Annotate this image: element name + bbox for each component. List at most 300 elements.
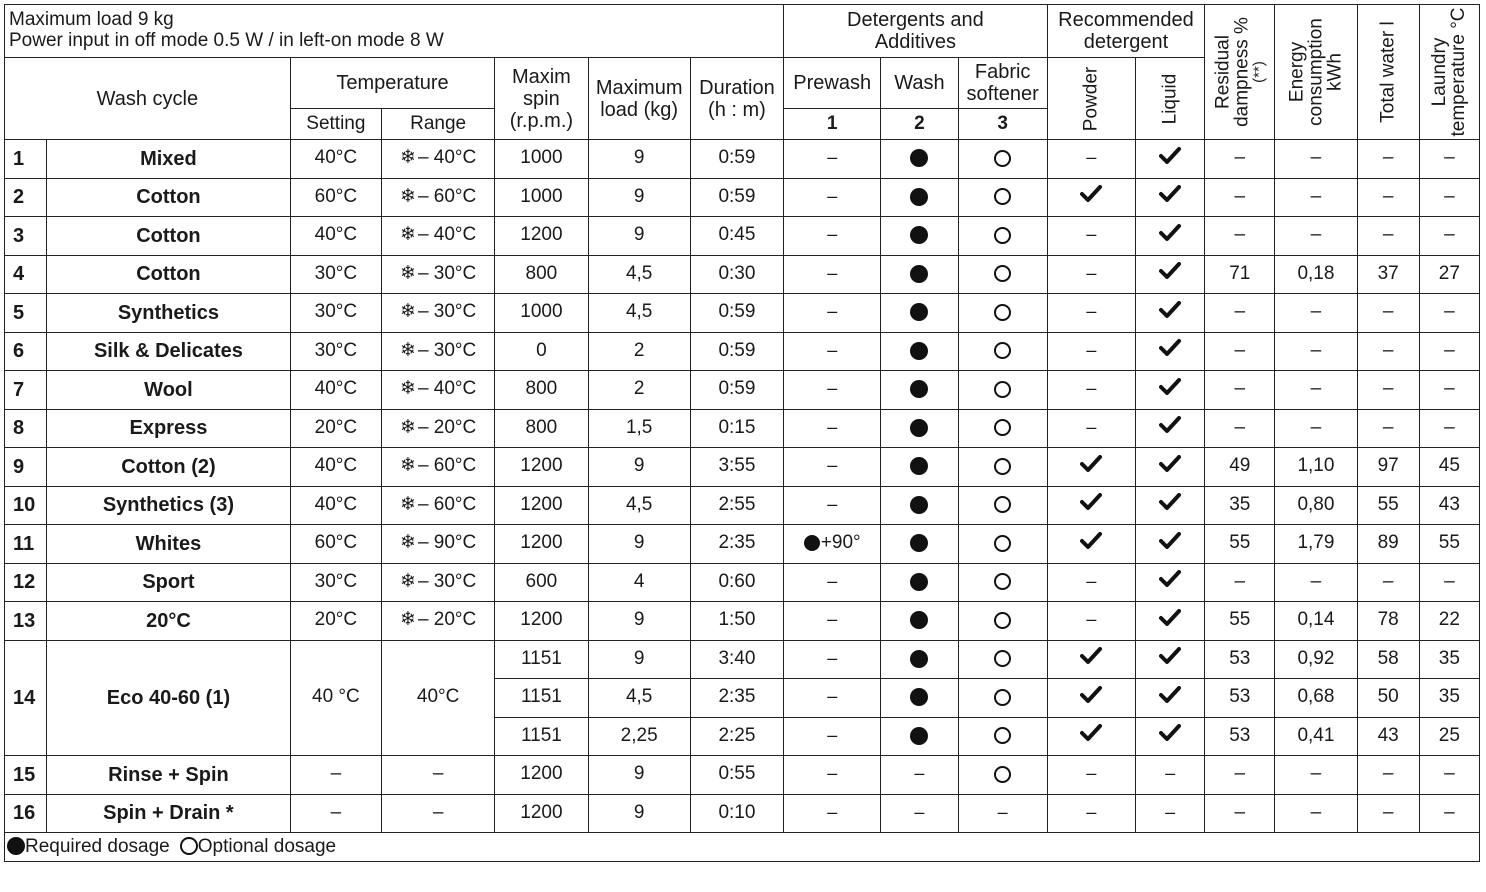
snowflake-icon: ❄ (400, 455, 416, 477)
duration-cell (690, 217, 783, 256)
setting-cell (290, 217, 381, 256)
energy-cell (1275, 140, 1357, 179)
cycle-number: 10 (13, 494, 36, 517)
recommended-detergent-header: Recommended detergent (1047, 5, 1204, 58)
load-cell (588, 255, 690, 294)
cycle-name: Cotton (2) (121, 455, 216, 478)
cycle-number: 12 (13, 571, 36, 594)
max-load-header: Maximum load (kg) (588, 58, 690, 140)
load-value: 9 (633, 763, 645, 785)
check-icon (1080, 185, 1102, 209)
cycle-name-cell (47, 140, 291, 179)
range-cell (381, 602, 494, 641)
total-water-header: Total water l (1357, 5, 1419, 140)
spin-value: 1151 (520, 647, 562, 669)
prewash-cell (784, 794, 881, 833)
prewash-value: – (827, 763, 838, 784)
cycle-name: Wool (144, 378, 193, 401)
energy-value: – (1310, 416, 1322, 438)
powder-cell (1047, 679, 1135, 718)
cycle-number: 6 (13, 340, 25, 363)
cycle-name-cell (47, 371, 291, 410)
cycle-number-cell (5, 756, 47, 795)
prewash-cell (784, 448, 881, 487)
load-cell (588, 602, 690, 641)
duration-value: 3:40 (718, 647, 756, 669)
range-cell (381, 794, 494, 833)
residual-value: – (1234, 339, 1246, 361)
setting-value: 40°C (314, 147, 358, 169)
powder-cell (1047, 255, 1135, 294)
snowflake-icon: ❄ (400, 147, 416, 169)
table-row (5, 371, 1480, 410)
prewash-header: Prewash (784, 58, 881, 109)
table-row (5, 602, 1480, 641)
duration-value: 0:60 (718, 570, 756, 592)
cycle-number-cell (5, 140, 47, 179)
spin-cell (495, 640, 588, 679)
liquid-cell (1136, 409, 1205, 448)
filled-circle-icon (910, 188, 928, 206)
range-value: – (432, 801, 444, 823)
residual-value: 71 (1229, 262, 1251, 284)
setting-value: 40°C (314, 378, 358, 400)
energy-value: – (1310, 570, 1322, 592)
softener-cell (958, 332, 1047, 371)
table-row (5, 217, 1480, 256)
powder-cell (1047, 332, 1135, 371)
load-value: 4,5 (625, 301, 653, 323)
wash-cell (881, 486, 958, 525)
powder-cell (1047, 448, 1135, 487)
load-value: 4 (633, 570, 645, 592)
powder-cell (1047, 640, 1135, 679)
prewash-cell (784, 640, 881, 679)
water-value: 89 (1377, 532, 1399, 554)
load-cell (588, 640, 690, 679)
range-value: – 30°C (417, 301, 477, 323)
powder-value: – (1086, 262, 1097, 283)
softener-cell (958, 371, 1047, 410)
energy-value: 0,68 (1297, 686, 1335, 708)
duration-cell (690, 140, 783, 179)
range-value: – 30°C (417, 262, 477, 284)
water-cell (1357, 140, 1419, 179)
water-cell (1357, 409, 1419, 448)
wash-cell (881, 563, 958, 602)
powder-cell (1047, 486, 1135, 525)
laundry-temp-value: – (1444, 378, 1455, 400)
load-cell (588, 178, 690, 217)
setting-cell (290, 448, 381, 487)
spin-value: 1200 (520, 532, 563, 554)
range-value: 40°C (416, 686, 460, 708)
range-cell (381, 140, 494, 179)
energy-cell (1275, 679, 1357, 718)
powder-cell (1047, 563, 1135, 602)
spin-value: 1200 (520, 763, 563, 785)
powder-value: – (1086, 763, 1097, 784)
check-icon (1159, 185, 1181, 209)
energy-cell (1275, 640, 1357, 679)
softener-cell (958, 178, 1047, 217)
laundry-temp-cell (1419, 640, 1479, 679)
check-icon (1159, 262, 1181, 286)
spin-cell (495, 217, 588, 256)
load-cell (588, 409, 690, 448)
energy-value: 0,18 (1297, 262, 1335, 284)
filled-circle-icon (7, 837, 25, 855)
filled-circle-icon (910, 573, 928, 591)
table-title-cell (5, 5, 784, 58)
load-cell (588, 563, 690, 602)
cycle-name: Whites (135, 532, 202, 555)
prewash-temp-text: +90° (820, 532, 861, 554)
prewash-cell (784, 717, 881, 756)
ring-icon (994, 381, 1011, 398)
prewash-value: – (827, 455, 838, 476)
softener-cell (958, 602, 1047, 641)
laundry-temp-cell (1419, 332, 1479, 371)
duration-cell (690, 448, 783, 487)
load-value: 9 (633, 532, 645, 554)
cycle-number-cell (5, 178, 47, 217)
filled-circle-icon (910, 688, 928, 706)
powder-value: – (1086, 801, 1097, 822)
residual-cell (1205, 756, 1275, 795)
liquid-cell (1136, 371, 1205, 410)
prewash-cell (784, 525, 881, 564)
check-icon (1159, 339, 1181, 363)
setting-cell (290, 756, 381, 795)
check-icon (1159, 686, 1181, 710)
liquid-header: Liquid (1136, 58, 1205, 140)
filled-circle-icon (910, 303, 928, 321)
duration-value: 3:55 (718, 455, 756, 477)
ring-icon (994, 342, 1011, 359)
prewash-cell (784, 332, 881, 371)
check-icon (1159, 416, 1181, 440)
softener-cell (958, 294, 1047, 333)
water-cell (1357, 486, 1419, 525)
water-cell (1357, 563, 1419, 602)
residual-value: 49 (1229, 455, 1251, 477)
load-value: 9 (633, 455, 645, 477)
duration-cell (690, 756, 783, 795)
powder-value: – (1086, 301, 1097, 322)
energy-value: – (1310, 301, 1322, 323)
filled-circle-icon (910, 534, 928, 552)
range-cell (381, 294, 494, 333)
snowflake-icon: ❄ (400, 185, 416, 207)
wash-cycle-table (4, 4, 1480, 862)
water-value: – (1382, 801, 1394, 823)
duration-cell (690, 794, 783, 833)
ring-icon (994, 304, 1011, 321)
setting-cell (290, 178, 381, 217)
snowflake-icon: ❄ (400, 570, 416, 592)
table-row (5, 486, 1480, 525)
powder-cell (1047, 178, 1135, 217)
laundry-temp-value: – (1444, 147, 1455, 169)
residual-value: – (1234, 416, 1246, 438)
residual-cell (1205, 217, 1275, 256)
energy-value: 0,41 (1297, 724, 1335, 746)
cycle-name-cell (47, 255, 291, 294)
check-icon (1080, 532, 1102, 556)
ring-icon (994, 766, 1011, 783)
liquid-cell (1136, 794, 1205, 833)
energy-cell (1275, 717, 1357, 756)
filled-circle-icon (910, 342, 928, 360)
ring-icon (994, 573, 1011, 590)
load-value: 9 (633, 609, 645, 631)
wash-cell (881, 525, 958, 564)
residual-value: – (1234, 570, 1246, 592)
cycle-name: Sport (142, 571, 195, 594)
cycle-number-cell (5, 448, 47, 487)
spin-cell (495, 409, 588, 448)
setting-cell (290, 332, 381, 371)
laundry-temp-value: 35 (1438, 647, 1460, 669)
prewash-cell (784, 255, 881, 294)
duration-value: 0:30 (718, 262, 756, 284)
residual-cell (1205, 448, 1275, 487)
liquid-cell (1136, 640, 1205, 679)
laundry-temp-cell (1419, 563, 1479, 602)
cycle-name: Eco 40-60 (1) (106, 686, 231, 709)
residual-value: – (1234, 378, 1246, 400)
spin-cell (495, 679, 588, 718)
ring-icon (994, 612, 1011, 629)
powder-cell (1047, 794, 1135, 833)
water-cell (1357, 525, 1419, 564)
snowflake-icon: ❄ (400, 262, 416, 284)
duration-cell (690, 371, 783, 410)
cycle-name-cell (47, 563, 291, 602)
cycle-name: Cotton (136, 263, 201, 286)
residual-value: 53 (1229, 724, 1251, 746)
snowflake-icon: ❄ (400, 224, 416, 246)
energy-cell (1275, 371, 1357, 410)
filled-circle-icon (804, 535, 820, 551)
setting-header: Setting (290, 109, 381, 140)
laundry-temp-value: 35 (1438, 686, 1460, 708)
duration-cell (690, 563, 783, 602)
wash-cell (881, 178, 958, 217)
check-icon (1159, 493, 1181, 517)
ring-icon (994, 150, 1011, 167)
cycle-number-cell (5, 563, 47, 602)
load-cell (588, 717, 690, 756)
spin-value: 1200 (520, 493, 563, 515)
cycle-number: 2 (13, 186, 25, 209)
softener-cell (958, 217, 1047, 256)
laundry-temp-value: – (1444, 301, 1455, 323)
cycle-number: 7 (13, 378, 25, 401)
wash-cell (881, 140, 958, 179)
cycle-number: 9 (13, 455, 25, 478)
laundry-temp-cell (1419, 448, 1479, 487)
check-icon (1080, 455, 1102, 479)
load-value: 4,5 (625, 686, 653, 708)
duration-cell (690, 640, 783, 679)
water-cell (1357, 679, 1419, 718)
load-cell (588, 486, 690, 525)
softener-cell (958, 525, 1047, 564)
snowflake-icon: ❄ (400, 339, 416, 361)
prewash-cell (784, 602, 881, 641)
legend-row (5, 833, 1480, 862)
spin-cell (495, 563, 588, 602)
load-cell (588, 448, 690, 487)
table-row (5, 756, 1480, 795)
softener-cell (958, 140, 1047, 179)
duration-cell (690, 679, 783, 718)
filled-circle-icon (910, 226, 928, 244)
load-cell (588, 679, 690, 718)
check-icon (1159, 455, 1181, 479)
wash-value: – (914, 801, 925, 822)
water-value: 78 (1377, 609, 1399, 631)
liquid-cell (1136, 602, 1205, 641)
range-value: – 40°C (417, 147, 477, 169)
table-row (5, 332, 1480, 371)
wash-cycle-header: Wash cycle (5, 58, 291, 140)
prewash-cell (784, 486, 881, 525)
energy-value: – (1310, 378, 1322, 400)
liquid-cell (1136, 294, 1205, 333)
cycle-name: Rinse + Spin (108, 763, 229, 786)
powder-value: – (1086, 609, 1097, 630)
residual-value: 55 (1229, 609, 1251, 631)
table-row (5, 178, 1480, 217)
snowflake-icon: ❄ (400, 378, 416, 400)
range-value: – 90°C (417, 532, 477, 554)
liquid-cell (1136, 332, 1205, 371)
liquid-cell (1136, 525, 1205, 564)
filled-circle-icon (910, 650, 928, 668)
spin-cell (495, 794, 588, 833)
prewash-value: – (827, 493, 838, 514)
laundry-temp-value: 22 (1438, 609, 1460, 631)
prewash-value: – (827, 570, 838, 591)
table-row (5, 255, 1480, 294)
cycle-number-cell (5, 332, 47, 371)
ring-icon (994, 188, 1011, 205)
softener-cell (958, 640, 1047, 679)
prewash-cell (784, 563, 881, 602)
powder-value: – (1086, 339, 1097, 360)
duration-value: 0:10 (718, 801, 756, 823)
cycle-name: Mixed (140, 147, 197, 170)
legend-required-text: Required dosage (25, 835, 170, 857)
residual-cell (1205, 294, 1275, 333)
residual-value: – (1234, 224, 1246, 246)
table-row (5, 448, 1480, 487)
energy-value: – (1310, 224, 1322, 246)
duration-value: 2:25 (718, 724, 756, 746)
laundry-temp-value: – (1444, 224, 1455, 246)
setting-value: 40°C (314, 455, 358, 477)
snowflake-icon: ❄ (400, 301, 416, 323)
setting-value: 40°C (314, 493, 358, 515)
cycle-name-cell (47, 640, 291, 756)
compartment-2-label: 2 (881, 109, 958, 140)
check-icon (1159, 570, 1181, 594)
load-cell (588, 371, 690, 410)
cycle-name: Silk & Delicates (93, 340, 243, 363)
energy-cell (1275, 255, 1357, 294)
compartment-1-label: 1 (784, 109, 881, 140)
setting-cell (290, 602, 381, 641)
powder-header: Powder (1047, 58, 1135, 140)
powder-value: – (1086, 570, 1097, 591)
duration-cell (690, 178, 783, 217)
energy-value: – (1310, 801, 1322, 823)
snowflake-icon: ❄ (400, 609, 416, 631)
range-cell (381, 371, 494, 410)
laundry-temp-cell (1419, 756, 1479, 795)
prewash-value: – (827, 339, 838, 360)
cycle-number: 14 (13, 686, 36, 709)
laundry-temp-value: 27 (1438, 262, 1460, 284)
cycle-number-cell (5, 640, 47, 756)
water-cell (1357, 332, 1419, 371)
residual-value: – (1234, 185, 1246, 207)
water-cell (1357, 717, 1419, 756)
range-value: – 30°C (417, 339, 477, 361)
setting-cell (290, 294, 381, 333)
cycle-name-cell (47, 756, 291, 795)
duration-value: 2:35 (718, 686, 756, 708)
softener-cell (958, 486, 1047, 525)
water-value: 43 (1377, 724, 1399, 746)
temperature-header: Temperature (290, 58, 495, 109)
energy-consumption-header: Energy consumption kWh (1275, 5, 1357, 140)
energy-cell (1275, 486, 1357, 525)
load-cell (588, 332, 690, 371)
cycle-name: Cotton (136, 224, 201, 247)
cycle-name-cell (47, 525, 291, 564)
load-value: 9 (633, 224, 645, 246)
duration-cell (690, 332, 783, 371)
setting-cell (290, 140, 381, 179)
spin-value: 1000 (520, 301, 563, 323)
load-value: 9 (633, 147, 645, 169)
ring-icon (994, 227, 1011, 244)
laundry-temp-value: – (1444, 570, 1455, 592)
range-value: – 40°C (417, 378, 477, 400)
wash-cell (881, 371, 958, 410)
laundry-temp-value: – (1444, 801, 1455, 823)
prewash-value: – (827, 686, 838, 707)
setting-value: 20°C (314, 609, 358, 631)
prewash-cell (784, 371, 881, 410)
ring-icon (994, 689, 1011, 706)
water-value: – (1382, 301, 1394, 323)
spin-value: 800 (525, 416, 558, 438)
load-value: 4,5 (625, 493, 653, 515)
check-icon (1159, 724, 1181, 748)
energy-cell (1275, 525, 1357, 564)
prewash-cell (784, 140, 881, 179)
wash-cell (881, 217, 958, 256)
wash-cell (881, 756, 958, 795)
energy-value: – (1310, 147, 1322, 169)
energy-cell (1275, 602, 1357, 641)
cycle-number-cell (5, 525, 47, 564)
